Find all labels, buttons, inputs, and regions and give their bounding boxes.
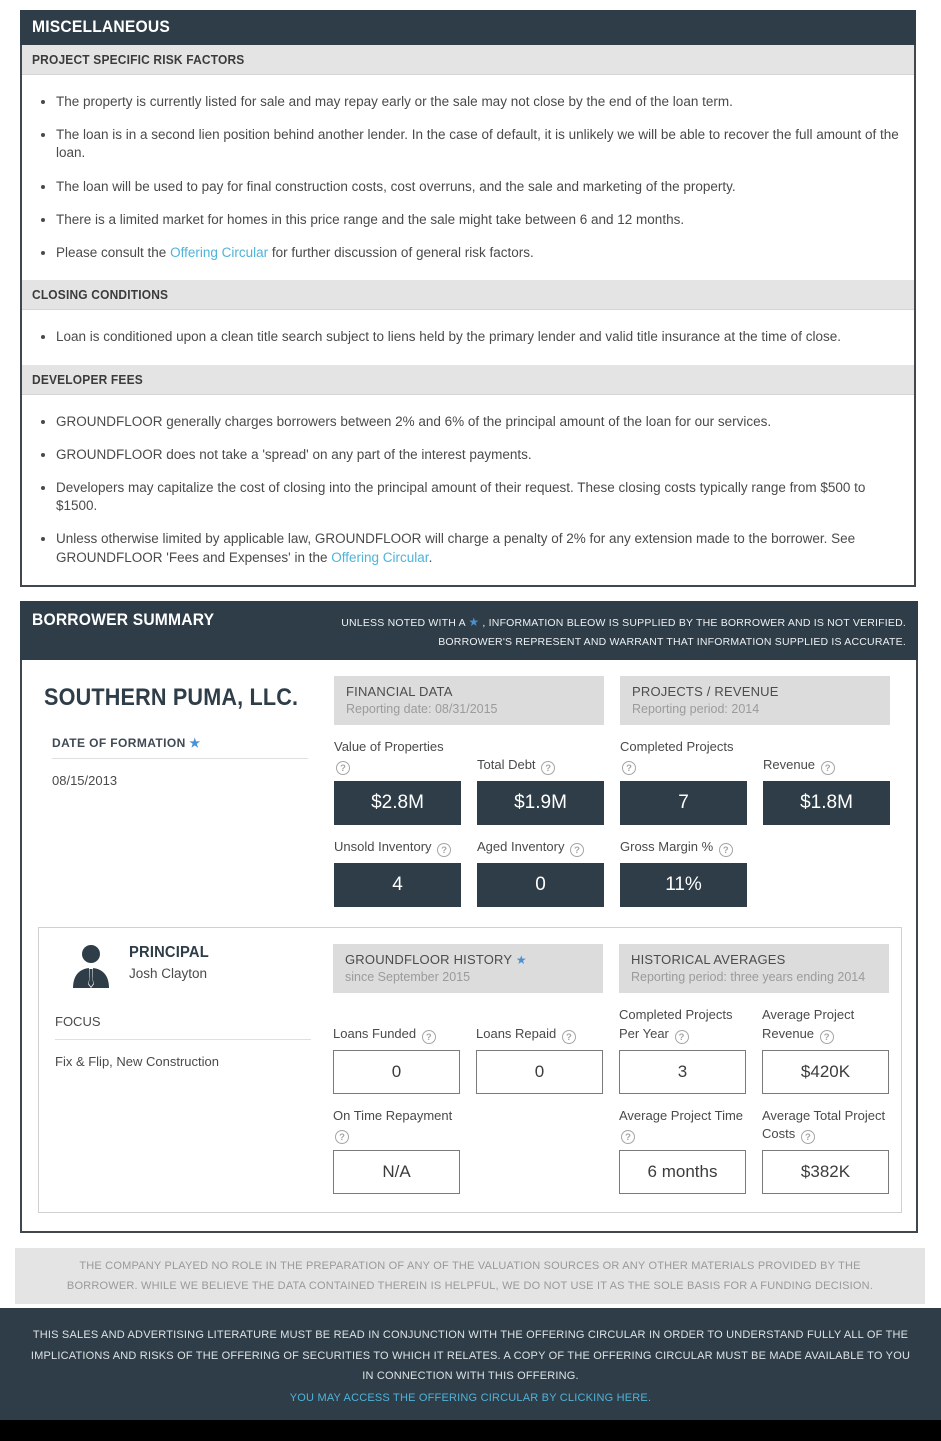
bullet-text: Please consult the: [56, 245, 171, 261]
label-text: Average Project Revenue: [762, 1007, 855, 1041]
group-title-text: PROJECTS / REVENUE: [632, 684, 779, 700]
metric-completed-projects-per-year: [619, 1006, 746, 1093]
metric-value: $420K: [762, 1050, 889, 1094]
metric-loans-repaid: [476, 1006, 603, 1093]
bullet-text: .: [428, 549, 433, 565]
borrower-summary-title: BORROWER SUMMARY: [32, 609, 215, 629]
metric-average-total-project-costs: [762, 1107, 889, 1194]
help-icon[interactable]: ?: [437, 843, 451, 857]
metric-unsold-inventory: [334, 838, 461, 907]
metric-value: 0: [476, 1050, 603, 1094]
bullet-text: for further discussion of general risk factors.: [268, 245, 534, 261]
star-icon: ★: [189, 736, 201, 751]
developer-fees-title: DEVELOPER FEES: [32, 371, 143, 387]
metric-label: [334, 738, 461, 775]
miscellaneous-title: MISCELLANEOUS: [32, 17, 170, 36]
label-text: Unsold Inventory: [334, 839, 432, 855]
list-item: [56, 126, 900, 162]
note-text: , INFORMATION BLEOW IS SUPPLIED BY THE BORROWER AND IS NOT VERIFIED.: [479, 616, 906, 629]
help-icon[interactable]: ?: [820, 1030, 834, 1044]
list-item: [56, 93, 900, 111]
offering-circular-link[interactable]: Offering Circular: [331, 549, 429, 565]
list-item: [56, 413, 900, 431]
miscellaneous-body: [20, 45, 916, 587]
note-text: UNLESS NOTED WITH A: [341, 616, 469, 629]
star-icon: ★: [468, 614, 480, 629]
borrower-note-line1: [341, 612, 906, 633]
label-text: Average Project Time: [619, 1107, 744, 1123]
offering-circular-footer-link[interactable]: YOU MAY ACCESS THE OFFERING CIRCULAR BY CLICKING HERE.: [289, 1391, 652, 1404]
financial-data-group-title: [334, 676, 604, 725]
focus-value: Fix & Flip, New Construction: [55, 1054, 219, 1070]
label-text: Loans Funded: [333, 1025, 417, 1041]
metric-label: [619, 1006, 746, 1043]
principal-identity: [71, 944, 333, 988]
list-item: [56, 446, 900, 464]
metric-label: [476, 1025, 603, 1044]
miscellaneous-header: [20, 10, 916, 45]
metric-label: [477, 756, 604, 775]
metric-value: 0: [333, 1050, 460, 1094]
metric-value: $2.8M: [334, 781, 461, 825]
person-icon: [71, 944, 111, 988]
list-item: [56, 479, 900, 515]
valuation-disclaimer: THE COMPANY PLAYED NO ROLE IN THE PREPARATION OF ANY OF THE VALUATION SOURCES OR ANY OTHER MATERIALS PROVIDED BY THE BORROWER. WHILE WE BELIEVE THE DATA CONTAINED THEREIN IS HELPFUL, WE DO NOT USE IT AS THE SOLE BASIS FOR A FUNDING DECISION.: [15, 1248, 925, 1305]
bullet-text: The loan is in a second lien position behind another lender. In the case of default, it is unlikely we will be able to recover the full amount of the loan.: [56, 127, 899, 161]
metric-label: [763, 756, 890, 775]
metric-completed-projects: [620, 738, 747, 825]
principal-column: [55, 944, 333, 1193]
list-item: [56, 178, 900, 196]
metric-average-project-revenue: [762, 1006, 889, 1093]
borrower-note-line2: BORROWER'S REPRESENT AND WARRANT THAT INFORMATION SUPPLIED IS ACCURATE.: [438, 635, 906, 648]
principal-text-block: [129, 944, 216, 981]
label-text: On Time Repayment: [333, 1107, 453, 1123]
metric-value: $1.9M: [477, 781, 604, 825]
risk-factors-title: PROJECT SPECIFIC RISK FACTORS: [32, 52, 245, 67]
label-text: Loans Repaid: [476, 1025, 557, 1041]
bullet-text: The property is currently listed for sale and may repay early or the sale may not close by the end of the loan term.: [56, 94, 733, 109]
financial-metrics-grid: [334, 676, 890, 907]
projects-revenue-group-title: [620, 676, 890, 725]
label-text: Gross Margin %: [620, 839, 714, 855]
borrower-summary-body: [20, 660, 918, 1233]
principal-metrics-grid: [333, 944, 889, 1193]
miscellaneous-panel: [20, 10, 916, 587]
bullet-text: Loan is conditioned upon a clean title search subject to liens held by the primary lender and valid title insurance at the time of close.: [56, 329, 841, 345]
metric-value: $382K: [762, 1150, 889, 1194]
metric-label: [620, 838, 747, 857]
help-icon[interactable]: ?: [801, 1130, 815, 1144]
offering-disclaimer: [0, 1308, 941, 1419]
metric-value: N/A: [333, 1150, 460, 1194]
bullet-text: There is a limited market for homes in this price range and the sale might take between 6 and 12 months.: [56, 211, 685, 227]
label-text: DATE OF FORMATION: [52, 736, 186, 751]
group-subtitle-text: since September 2015: [345, 970, 471, 985]
help-icon[interactable]: ?: [422, 1030, 436, 1044]
principal-name: Josh Clayton: [129, 966, 208, 982]
metric-label: [333, 1107, 460, 1144]
bottom-black-strip: [0, 1420, 941, 1441]
group-title-text: HISTORICAL AVERAGES: [631, 952, 786, 968]
metric-label: [333, 1025, 460, 1044]
help-icon[interactable]: ?: [541, 761, 555, 775]
label-text: Completed Projects: [620, 739, 734, 755]
company-column: [38, 676, 334, 907]
section-risk-factors: [22, 45, 914, 262]
help-icon[interactable]: ?: [570, 843, 584, 857]
developer-fees-subheader: [22, 365, 914, 395]
company-name: SOUTHERN PUMA, LLC.: [44, 684, 299, 712]
risk-factors-subheader: [22, 45, 914, 75]
offering-disclaimer-text: THIS SALES AND ADVERTISING LITERATURE MUST BE READ IN CONJUNCTION WITH THE OFFERING CIRCULAR IN ORDER TO UNDERSTAND FULLY ALL OF THE IMPLICATIONS AND RISKS OF THE OFFERING OF SECURITIES TO WHICH IT RELATES. A COPY OF THE OFFERING CIRCULAR MUST BE MADE AVAILABLE TO YOU IN CONNECTION WITH THIS OFFERING.: [30, 1329, 911, 1383]
help-icon[interactable]: ?: [562, 1030, 576, 1044]
list-item: [56, 211, 900, 229]
metric-value: $1.8M: [763, 781, 890, 825]
metric-total-debt: [477, 738, 604, 825]
metric-value: 6 months: [619, 1150, 746, 1194]
metric-label: [762, 1006, 889, 1043]
label-text: Revenue: [763, 757, 816, 773]
closing-conditions-list: [56, 328, 900, 346]
metric-value: 7: [620, 781, 747, 825]
help-icon[interactable]: ?: [622, 761, 636, 775]
label-text: Aged Inventory: [477, 839, 565, 855]
list-item: [56, 530, 900, 566]
group-title-text: [345, 952, 591, 967]
help-icon[interactable]: ?: [335, 1130, 349, 1144]
principal-label: PRINCIPAL: [129, 944, 209, 962]
label-text: Value of Properties: [334, 739, 444, 755]
groundfloor-history-group-title: [333, 944, 603, 993]
section-developer-fees: [22, 365, 914, 567]
borrower-summary-header: [20, 601, 918, 660]
help-icon[interactable]: ?: [621, 1130, 635, 1144]
metric-loans-funded: [333, 1006, 460, 1093]
bullet-text: GROUNDFLOOR does not take a 'spread' on any part of the interest payments.: [56, 446, 532, 462]
focus-label: FOCUS: [55, 1014, 311, 1040]
label-text: Completed Projects Per Year: [619, 1007, 733, 1041]
offering-circular-link[interactable]: Offering Circular: [170, 245, 269, 261]
metric-label: [762, 1107, 889, 1144]
metric-gross-margin: [620, 838, 747, 907]
help-icon[interactable]: ?: [821, 761, 835, 775]
group-subtitle-text: Reporting date: 08/31/2015: [346, 702, 498, 717]
metric-value: 0: [477, 863, 604, 907]
metric-average-project-time: [619, 1107, 746, 1194]
label-text: Total Debt: [477, 757, 536, 773]
help-icon[interactable]: ?: [336, 761, 350, 775]
principal-box: [38, 927, 902, 1212]
bullet-text: GROUNDFLOOR generally charges borrowers between 2% and 6% of the principal amount of the loan for our services.: [56, 413, 772, 429]
metric-on-time-repayment: [333, 1107, 460, 1194]
bullet-text: Developers may capitalize the cost of closing into the principal amount of their request. These closing costs typically range from $500 to $1500.: [56, 479, 866, 514]
star-icon: ★: [515, 953, 527, 968]
metric-revenue: [763, 738, 890, 825]
metric-label: [334, 838, 461, 857]
date-of-formation-value: 08/15/2013: [52, 773, 118, 789]
date-of-formation-label: [52, 736, 308, 759]
metric-value: 11%: [620, 863, 747, 907]
risk-factors-list: [56, 93, 900, 262]
metric-value-of-properties: [334, 738, 461, 825]
borrower-note: [341, 610, 906, 651]
historical-averages-group-title: [619, 944, 889, 993]
metric-label: [477, 838, 604, 857]
bullet-text: Unless otherwise limited by applicable law, GROUNDFLOOR will charge a penalty of 2% for any extension made to the borrower. See GROUNDFLOOR 'Fees and Expenses' in the: [56, 531, 856, 565]
metric-aged-inventory: [477, 838, 604, 907]
borrower-summary-panel: [20, 601, 918, 1233]
label-text: GROUNDFLOOR HISTORY: [345, 952, 513, 968]
list-item: [56, 244, 900, 262]
metric-value: 3: [619, 1050, 746, 1094]
help-icon[interactable]: ?: [675, 1030, 689, 1044]
list-item: [56, 328, 900, 346]
metric-label: [619, 1107, 746, 1144]
developer-fees-list: [56, 413, 900, 567]
company-metrics-row: [38, 676, 902, 907]
metric-value: 4: [334, 863, 461, 907]
group-subtitle-text: Reporting period: 2014: [632, 702, 760, 717]
group-title-text: FINANCIAL DATA: [346, 684, 453, 700]
help-icon[interactable]: ?: [719, 843, 733, 857]
label-text: Average Total Project Costs: [762, 1107, 886, 1141]
closing-conditions-subheader: [22, 280, 914, 310]
bullet-text: The loan will be used to pay for final construction costs, cost overruns, and the sale and marketing of the property.: [56, 178, 736, 194]
section-closing-conditions: [22, 280, 914, 346]
closing-conditions-title: CLOSING CONDITIONS: [32, 287, 169, 303]
metric-label: [620, 738, 747, 775]
group-subtitle-text: Reporting period: three years ending 2014: [631, 970, 866, 985]
